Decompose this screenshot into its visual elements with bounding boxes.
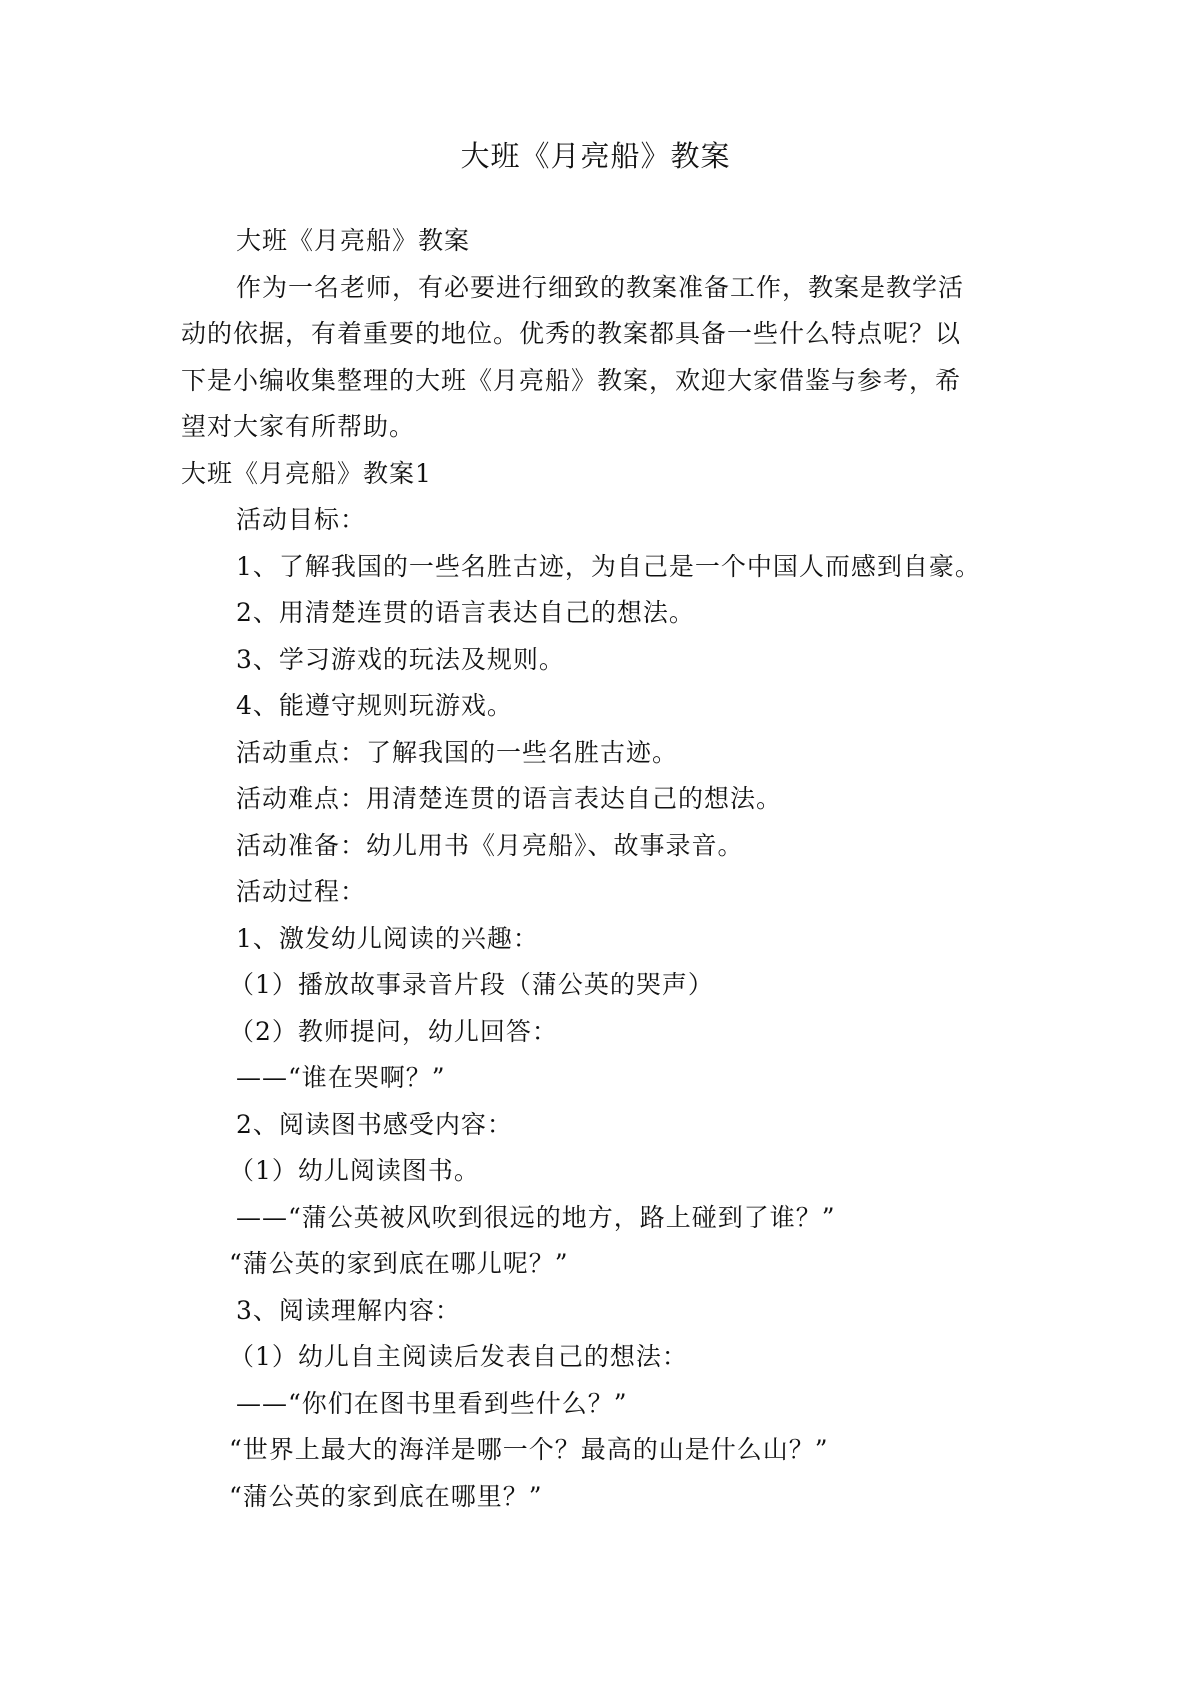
document-title: 大班《月亮船》教案 — [460, 139, 731, 173]
goal-item-3: 3、学习游戏的玩法及规则。 — [236, 644, 565, 674]
goal-item-4: 4、能遵守规则玩游戏。 — [236, 691, 513, 720]
step-3-question-2: “世界上最大的海洋是哪一个？最高的山是什么山？” — [229, 1435, 829, 1464]
preparation: 活动准备：幼儿用书《月亮船》、故事录音。 — [236, 830, 744, 860]
step-2-item-1: （1）幼儿阅读图书。 — [229, 1156, 480, 1185]
step-1-item-2: （2）教师提问，幼儿回答： — [229, 1016, 558, 1046]
process-heading: 活动过程： — [236, 877, 367, 906]
section-heading: 大班《月亮船》教案1 — [181, 458, 432, 488]
step-1-item-1: （1）播放故事录音片段（蒲公英的哭声） — [229, 970, 714, 999]
step-2-heading: 2、阅读图书感受内容： — [236, 1109, 513, 1139]
paragraph-heading: 大班《月亮船》教案 — [236, 226, 471, 255]
step-1-heading: 1、激发幼儿阅读的兴趣： — [236, 923, 539, 953]
intro-line-3: 下是小编收集整理的大班《月亮船》教案，欢迎大家借鉴与参考，希 — [181, 365, 962, 395]
step-3-heading: 3、阅读理解内容： — [236, 1295, 461, 1325]
intro-line-1: 作为一名老师，有必要进行细致的教案准备工作，教案是教学活 — [236, 272, 965, 302]
step-2-question-2: “蒲公英的家到底在哪儿呢？” — [229, 1249, 569, 1278]
intro-line-2: 动的依据，有着重要的地位。优秀的教案都具备一些什么特点呢？以 — [181, 319, 962, 348]
goal-item-2: 2、用清楚连贯的语言表达自己的想法。 — [236, 598, 695, 627]
step-2-question-1: ——“蒲公英被风吹到很远的地方，路上碰到了谁？” — [236, 1202, 836, 1232]
step-1-question: ——“谁在哭啊？” — [236, 1063, 446, 1092]
goals-heading: 活动目标： — [236, 505, 367, 534]
step-3-question-3: “蒲公英的家到底在哪里？” — [229, 1481, 543, 1511]
document-body — [181, 218, 1011, 1520]
goal-item-1: 1、了解我国的一些名胜古迹，为自己是一个中国人而感到自豪。 — [236, 551, 981, 581]
difficult-point: 活动难点：用清楚连贯的语言表达自己的想法。 — [236, 784, 783, 813]
step-3-item-1: （1）幼儿自主阅读后发表自己的想法： — [229, 1342, 688, 1371]
step-3-question-1: ——“你们在图书里看到些什么？” — [236, 1388, 628, 1418]
intro-line-4: 望对大家有所帮助。 — [181, 412, 416, 441]
key-point: 活动重点：了解我国的一些名胜古迹。 — [236, 737, 679, 767]
